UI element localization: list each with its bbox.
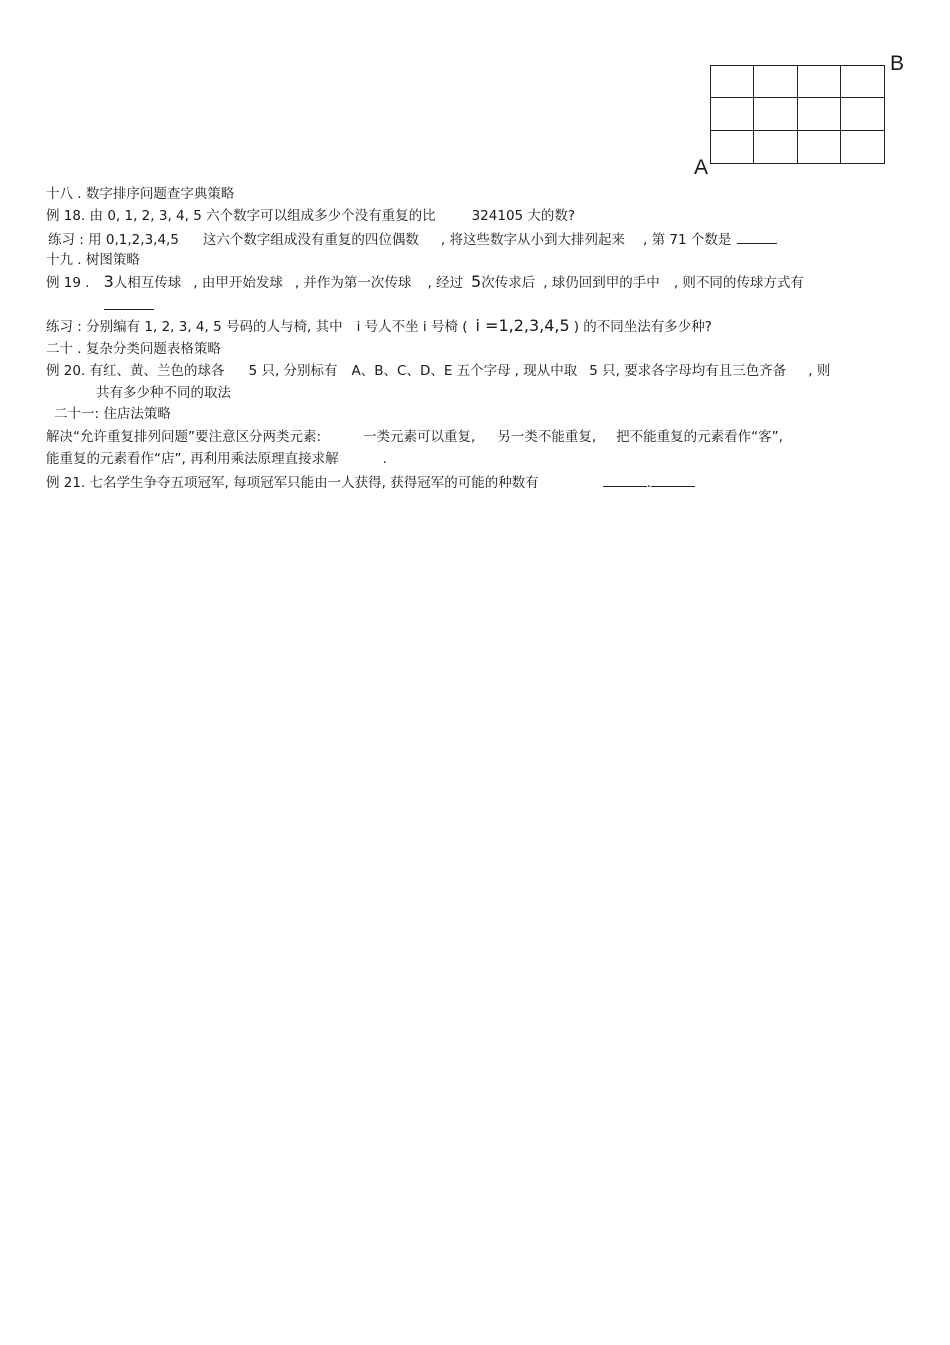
section-21-body-line1 bbox=[46, 428, 783, 446]
example-20-part2: 5 只, 分别标有 bbox=[248, 363, 338, 379]
answer-blank bbox=[651, 472, 695, 487]
example-20-letters: A、B、C、D、E 五个字母 bbox=[351, 363, 511, 379]
grid-corner-b: B bbox=[890, 52, 905, 75]
example-20-part5: , 则 bbox=[808, 363, 831, 379]
practice-18-part4: , 第 71 个数是 bbox=[643, 232, 732, 248]
example-19-number: 3 bbox=[103, 272, 114, 291]
practice-18-part3: , 将这些数字从小到大排列起来 bbox=[440, 232, 626, 248]
example-19-part1: 人相互传球 bbox=[113, 275, 182, 291]
example-19-number2: 5 bbox=[471, 272, 482, 291]
grid-cell bbox=[711, 98, 754, 130]
example-21-text: 例 21. 七名学生争夺五项冠军, 每项冠军只能由一人获得, 获得冠军的可能的种数有 bbox=[46, 475, 539, 491]
example-20-continued: 共有多少种不同的取法 bbox=[96, 385, 231, 401]
practice-18-part1: 练习 : 用 0,1,2,3,4,5 bbox=[48, 232, 179, 248]
practice-18-part2: 这六个数字组成没有重复的四位偶数 bbox=[202, 232, 419, 248]
body-part5: 能重复的元素看作“店”, 再利用乘法原理直接求解 bbox=[46, 451, 339, 467]
example-19-blank-line bbox=[104, 295, 154, 315]
section-18-heading: 十八 . 数字排序问题查字典策略 bbox=[46, 186, 235, 202]
grid-cell bbox=[841, 66, 884, 98]
example-19 bbox=[46, 273, 804, 292]
grid-figure bbox=[710, 65, 885, 164]
answer-blank bbox=[603, 472, 647, 487]
body-part3: 另一类不能重复, bbox=[497, 429, 597, 445]
example-20-part1: 例 20. 有红、黄、兰色的球各 bbox=[46, 363, 225, 379]
grid-cell bbox=[754, 66, 797, 98]
section-21-body-line2 bbox=[46, 450, 387, 468]
grid-cell bbox=[841, 98, 884, 130]
body-part4: 把不能重复的元素看作“客”, bbox=[616, 429, 783, 445]
example-19-part3: , 并作为第一次传球 bbox=[294, 275, 412, 291]
grid-corner-a: A bbox=[694, 156, 709, 179]
example-18 bbox=[46, 207, 575, 225]
body-period: . bbox=[382, 451, 387, 467]
example-21-period: . bbox=[646, 475, 652, 491]
example-20-part4: 5 只, 要求各字母均有且三色齐备 bbox=[589, 363, 787, 379]
example-19-part4: , 经过 bbox=[427, 275, 464, 291]
example-20 bbox=[46, 362, 830, 380]
practice-18 bbox=[48, 229, 777, 249]
section-19-heading: 十九 . 树图策略 bbox=[46, 252, 140, 268]
section-21-heading: 二十一: 住店法策略 bbox=[54, 406, 171, 422]
practice-19-part2: i 号人不坐 i 号椅 ( bbox=[356, 319, 468, 335]
body-part2: 一类元素可以重复, bbox=[363, 429, 476, 445]
grid-cell bbox=[798, 66, 841, 98]
example-21 bbox=[46, 472, 695, 492]
example-18-text: 例 18. 由 0, 1, 2, 3, 4, 5 六个数字可以组成多少个没有重复的比 bbox=[46, 208, 436, 224]
grid-cell bbox=[798, 98, 841, 130]
grid-cell bbox=[754, 98, 797, 130]
practice-19-range: i =1,2,3,4,5 bbox=[475, 316, 570, 335]
example-19-part7: , 则不同的传球方式有 bbox=[673, 275, 804, 291]
grid-cell bbox=[841, 131, 884, 163]
practice-19-part1: 练习 : 分别编有 1, 2, 3, 4, 5 号码的人与椅, 其中 bbox=[46, 319, 343, 335]
answer-blank bbox=[104, 295, 154, 310]
body-part1: 解决“允许重复排列问题”要注意区分两类元素: bbox=[46, 429, 322, 445]
example-19-part2: , 由甲开始发球 bbox=[193, 275, 283, 291]
grid-cell bbox=[798, 131, 841, 163]
example-19-part5: 次传求后 bbox=[481, 275, 536, 291]
example-19-part6: , 球仍回到甲的手中 bbox=[543, 275, 660, 291]
grid-cell bbox=[754, 131, 797, 163]
grid-cell bbox=[711, 66, 754, 98]
section-20-heading: 二十 . 复杂分类问题表格策略 bbox=[46, 341, 221, 357]
example-20-part3: , 现从中取 bbox=[514, 363, 578, 379]
practice-19-part3: ) 的不同坐法有多少种? bbox=[573, 319, 712, 335]
answer-blank bbox=[737, 229, 777, 244]
practice-19 bbox=[46, 317, 712, 336]
example-19-label: 例 19 . bbox=[46, 275, 90, 291]
grid-cell bbox=[711, 131, 754, 163]
example-18-number: 324105 大的数? bbox=[471, 208, 576, 224]
